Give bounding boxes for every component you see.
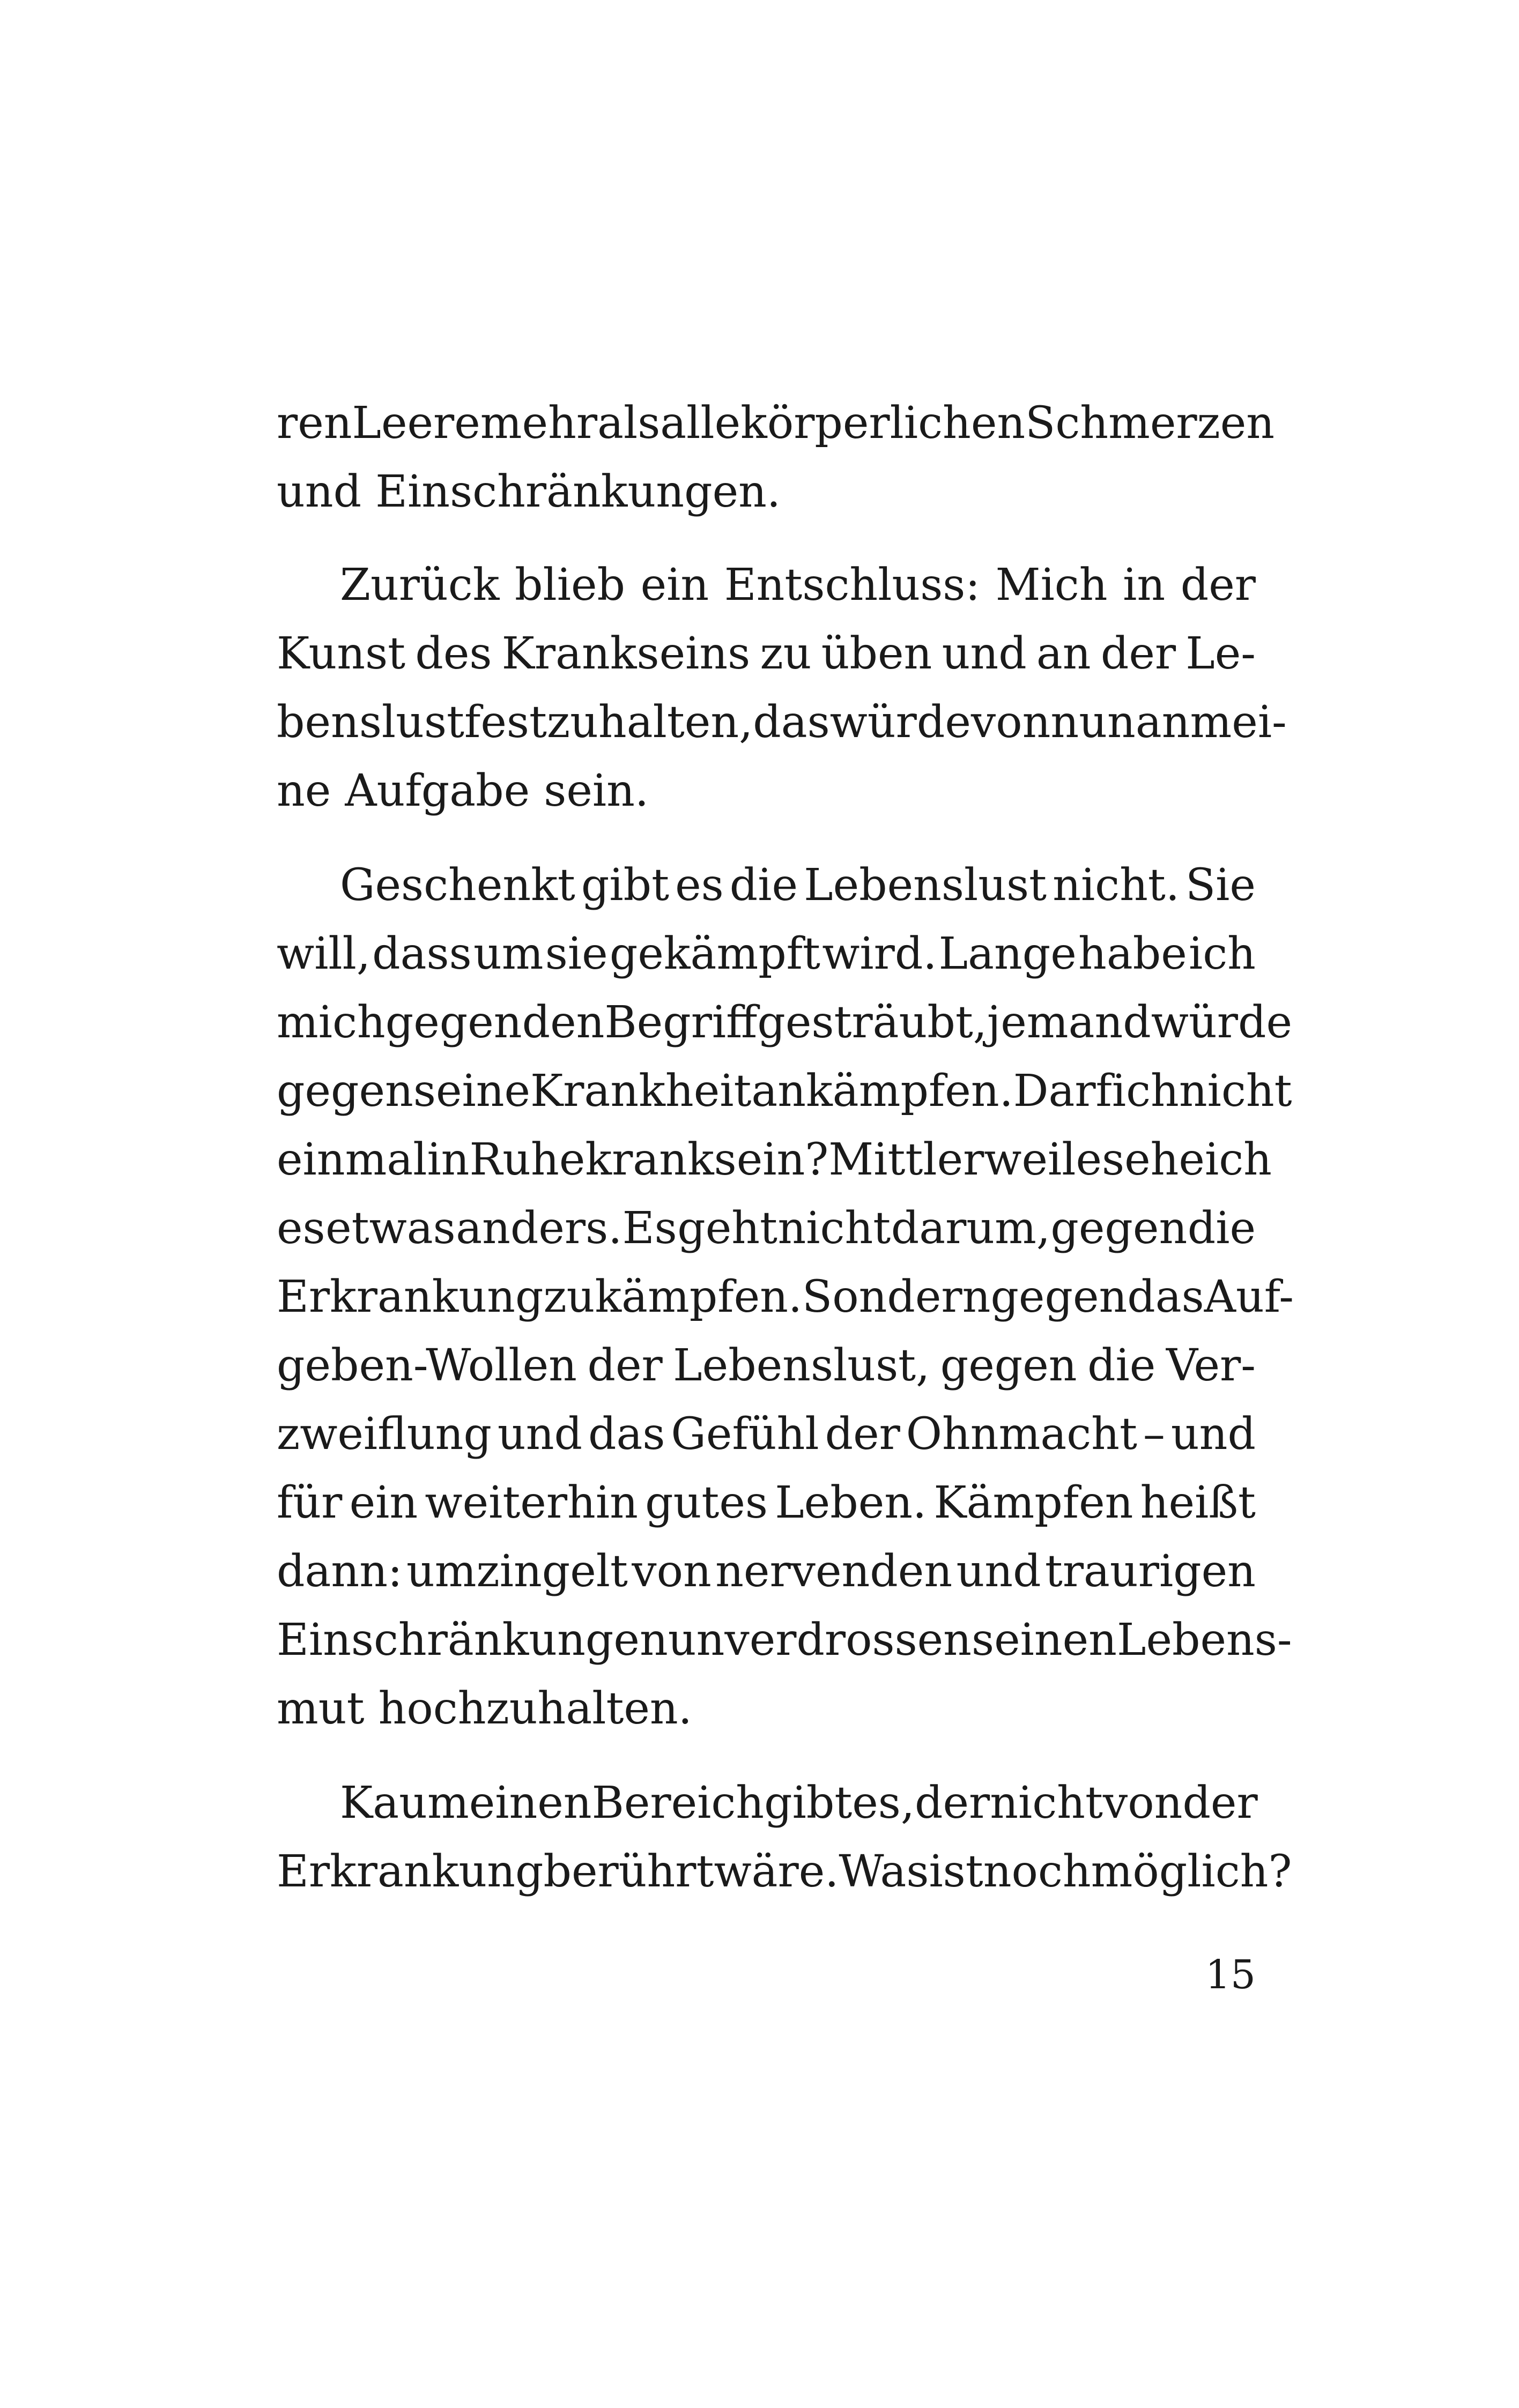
word: etwas [325, 1203, 456, 1254]
page-number: 15 [1205, 1952, 1256, 1998]
word: an [1036, 628, 1091, 679]
word: zu [543, 1272, 595, 1322]
word: nun [1050, 697, 1136, 748]
word: jemand [987, 997, 1151, 1048]
word: Gefühl [671, 1409, 819, 1460]
word: seinen [972, 1615, 1117, 1666]
text-line [277, 1469, 1256, 1537]
word: von [632, 1546, 712, 1597]
word: Ohnmacht [906, 1409, 1137, 1460]
word: gesträubt, [757, 997, 987, 1048]
word: Lebenslust [804, 860, 1047, 911]
word: das [753, 697, 830, 748]
word: ich [1189, 928, 1256, 979]
word: blieb [515, 560, 625, 611]
text-line [277, 1263, 1294, 1332]
word: traurigen [1044, 1546, 1256, 1597]
word: dann: [277, 1546, 403, 1597]
word: würde [1151, 997, 1292, 1048]
word: Auf- [1204, 1272, 1294, 1322]
word: würde [829, 697, 971, 748]
word: Bereich [591, 1778, 765, 1829]
word: geht [677, 1203, 777, 1254]
word: Geschenkt [340, 860, 575, 911]
text-line [277, 989, 1292, 1057]
word: der [914, 1778, 990, 1829]
word: Lebenslust, [673, 1340, 930, 1391]
word: mehr [480, 398, 598, 449]
word: habe [1078, 928, 1187, 979]
word: ankämpfen. [751, 1066, 1013, 1117]
word: und [1170, 1409, 1256, 1460]
text-line [277, 851, 1256, 920]
word: zweiflung [277, 1409, 492, 1460]
word: mei- [1190, 697, 1287, 748]
word: den [522, 997, 605, 1048]
word: wird. [822, 928, 937, 979]
word: möglich? [1091, 1846, 1292, 1897]
word: benslust [277, 697, 464, 748]
word: ein [640, 560, 709, 611]
word: Kaum [340, 1778, 469, 1829]
word: alle [660, 398, 741, 449]
word: gegen [990, 1272, 1128, 1322]
word: Krankseins [501, 628, 751, 679]
word: in [427, 1134, 470, 1185]
word: und [497, 1409, 583, 1460]
word: Kunst [277, 628, 406, 679]
text-line [277, 1126, 1272, 1194]
word: körperlichen [740, 398, 1026, 449]
word: nicht [1179, 1066, 1292, 1117]
word: die [1187, 1203, 1256, 1254]
word: will, [277, 928, 371, 979]
word: unverdrossen [668, 1615, 972, 1666]
word: die [1087, 1340, 1156, 1391]
text-line [277, 1537, 1256, 1606]
word: ist [929, 1846, 983, 1897]
text-line [277, 1606, 1292, 1675]
word: noch [983, 1846, 1091, 1897]
word: Was [839, 1846, 929, 1897]
word: es [277, 1203, 325, 1254]
word: umzingelt [406, 1546, 628, 1597]
word: sie [545, 928, 608, 979]
word: in [1123, 560, 1166, 611]
word: dass [372, 928, 472, 979]
text-line [277, 1057, 1292, 1126]
word: zu [760, 628, 812, 679]
word: seine [413, 1066, 531, 1117]
word: – [1143, 1409, 1165, 1460]
text-line [277, 688, 1287, 757]
word: die [729, 860, 798, 911]
word: ich [1204, 1134, 1272, 1185]
word: nicht [990, 1778, 1103, 1829]
word: Lange [938, 928, 1077, 979]
word: es [675, 860, 724, 911]
word: einmal [277, 1134, 427, 1185]
word: Mich [995, 560, 1108, 611]
word: gekämpft [609, 928, 820, 979]
word: festzuhalten, [464, 697, 753, 748]
word: des [415, 628, 492, 679]
word: sein? [714, 1134, 829, 1185]
word: Sie [1185, 860, 1256, 911]
text-line: mut hochzuhalten. [277, 1683, 692, 1734]
word: Krankheit [530, 1066, 752, 1117]
word: Entschluss: [724, 560, 981, 611]
word: Zurück [340, 560, 500, 611]
word: gibt [581, 860, 670, 911]
word: Es [622, 1203, 677, 1254]
word: üben [821, 628, 932, 679]
word: Lebens- [1116, 1615, 1292, 1666]
word: ren [277, 398, 352, 449]
word: sehe [1102, 1134, 1205, 1185]
text-line [277, 920, 1256, 989]
word: krank [585, 1134, 714, 1185]
word: gegen [385, 997, 522, 1048]
word: Darf [1013, 1066, 1112, 1117]
text-line [277, 620, 1256, 688]
word: der [1182, 1778, 1258, 1829]
word: gegen [277, 1066, 413, 1117]
word: Mittlerweile [828, 1134, 1102, 1185]
word: Leben. [775, 1477, 927, 1528]
word: und [956, 1546, 1041, 1597]
word: gibt [764, 1778, 853, 1829]
text-line [277, 1400, 1256, 1469]
word: das [1127, 1272, 1204, 1322]
word: Begriff [604, 997, 758, 1048]
text-line [277, 1769, 1256, 1838]
word: gegen [1050, 1203, 1188, 1254]
word: Le- [1185, 628, 1256, 679]
word: anders. [456, 1203, 623, 1254]
word: der [587, 1340, 663, 1391]
text-line [277, 1194, 1256, 1263]
word: kämpfen. [595, 1272, 803, 1322]
word: Sondern [802, 1272, 991, 1322]
word: heißt [1140, 1477, 1256, 1528]
word: Schmerzen [1025, 398, 1275, 449]
word: nervenden [715, 1546, 953, 1597]
word: der [1180, 560, 1256, 611]
text-line [277, 389, 1275, 458]
word: der [825, 1409, 900, 1460]
word: das [588, 1409, 665, 1460]
word: weiterhin [425, 1477, 638, 1528]
word: berührt [543, 1846, 714, 1897]
word: und [942, 628, 1027, 679]
word: gutes [645, 1477, 768, 1528]
text-line [277, 551, 1256, 620]
text-line: ne Aufgabe sein. [277, 765, 649, 816]
word: Kämpfen [933, 1477, 1133, 1528]
word: um [473, 928, 544, 979]
word: Erkrankung [277, 1272, 544, 1322]
word: Leere [352, 398, 480, 449]
word: darum, [891, 1203, 1050, 1254]
word: geben-Wollen [277, 1340, 577, 1391]
word: Einschränkungen [277, 1615, 668, 1666]
word: mich [277, 997, 386, 1048]
word: an [1135, 697, 1190, 748]
word: es, [852, 1778, 915, 1829]
word: als [597, 398, 661, 449]
word: wäre. [714, 1846, 839, 1897]
text-line [277, 1838, 1292, 1906]
text-line: und Einschränkungen. [277, 466, 781, 517]
word: Ruhe [469, 1134, 586, 1185]
text-line [277, 1332, 1256, 1400]
word: nicht. [1053, 860, 1180, 911]
word: ich [1112, 1066, 1179, 1117]
word: für [277, 1477, 343, 1528]
word: nicht [777, 1203, 891, 1254]
word: von [1102, 1778, 1183, 1829]
word: von [970, 697, 1051, 748]
word: Ver- [1166, 1340, 1256, 1391]
word: einen [469, 1778, 592, 1829]
word: gegen [940, 1340, 1077, 1391]
word: ein [349, 1477, 418, 1528]
word: der [1100, 628, 1176, 679]
word: Erkrankung [277, 1846, 544, 1897]
